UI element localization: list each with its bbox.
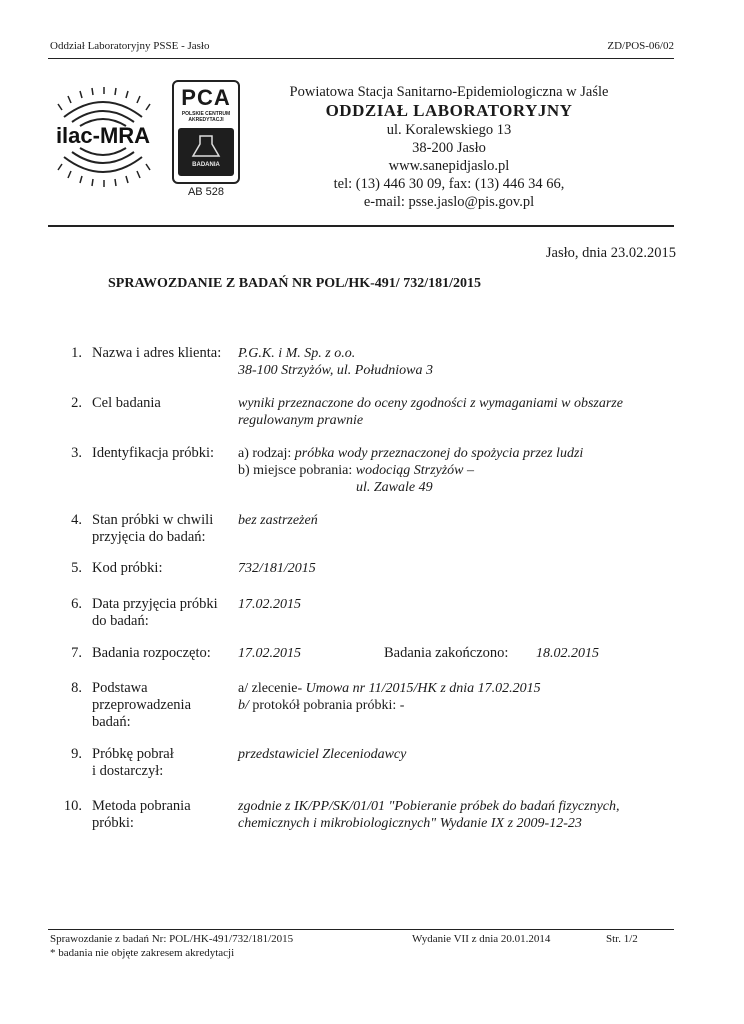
header-rule (48, 58, 674, 59)
row-3-b-value-line2: ul. Zawale 49 (356, 480, 433, 495)
row-8-a-prefix: a/ zlecenie- (238, 681, 303, 696)
row-2-number: 2. (71, 395, 82, 411)
row-3-a-prefix: a) rodzaj: (238, 446, 292, 461)
institution-name: Powiatowa Stacja Sanitarno-Epidemiologiczna w Jaśle (289, 84, 609, 100)
pca-number: AB 528 (187, 186, 225, 198)
institution-email: e-mail: psse.jaslo@pis.gov.pl (363, 194, 535, 210)
row-8-number: 8. (71, 680, 82, 696)
institution-block (270, 83, 628, 211)
row-1-value-line2: 38-100 Strzyżów, ul. Południowa 3 (238, 363, 433, 378)
row-7-start-value: 17.02.2015 (238, 646, 301, 661)
footer-rule (48, 929, 674, 930)
pca-badania: BADANIA (192, 162, 220, 168)
pca-line1: POLSKIE CENTRUM (181, 111, 231, 117)
row-7-end-value: 18.02.2015 (536, 646, 599, 661)
row-10-number: 10. (63, 798, 82, 814)
row-6-label-line2: do badań: (92, 613, 149, 629)
row-5-number: 5. (71, 560, 82, 576)
report-date: Jasło, dnia 23.02.2015 (545, 245, 676, 261)
row-9-label-line2: i dostarczył: (92, 763, 164, 779)
row-3-a-value: próbka wody przeznaczonej do spożycia przez ludzi (294, 446, 584, 461)
ilac-text: ilac-MRA (55, 123, 151, 148)
ilac-mra-logo (44, 82, 162, 192)
institution-city: 38-200 Jasło (412, 140, 486, 156)
row-8-line-b (238, 697, 404, 714)
row-8-b-prefix: b/ (238, 698, 249, 713)
row-10-value-line2: chemicznych i mikrobiologicznych" Wydanie IX z 2009-12-23 (238, 816, 582, 831)
row-8-label-line3: badań: (92, 714, 131, 730)
department-name: ODDZIAŁ LABORATORYJNY (325, 101, 573, 120)
row-1-value-line1: P.G.K. i M. Sp. z o.o. (238, 346, 356, 361)
footer-note: * badania nie objęte zakresem akredytacji (50, 947, 235, 959)
row-4-value: bez zastrzeżeń (238, 513, 318, 528)
pca-logo (172, 80, 240, 184)
row-8-b-value: protokół pobrania próbki: - (252, 698, 405, 713)
row-7-label: Badania rozpoczęto: (92, 645, 211, 661)
row-2-value-line1: wyniki przeznaczone do oceny zgodności z wymaganiami w obszarze (238, 396, 623, 411)
footer-edition: Wydanie VII z dnia 20.01.2014 (412, 933, 551, 945)
row-8-a-value: Umowa nr 11/2015/HK z dnia 17.02.2015 (305, 681, 541, 696)
row-6-label-line1: Data przyjęcia próbki (92, 596, 218, 612)
row-9-number: 9. (71, 746, 82, 762)
pca-dark-panel (178, 128, 234, 176)
row-10-value-line1: zgodnie z IK/PP/SK/01/01 "Pobieranie próbek do badań fizycznych, (238, 799, 620, 814)
row-8-line-a (238, 680, 541, 697)
row-10-label-line1: Metoda pobrania (92, 798, 191, 814)
row-3-line-b (238, 462, 474, 479)
row-4-label-line2: przyjęcia do badań: (92, 529, 206, 545)
row-8-label-line2: przeprowadzenia (92, 697, 192, 713)
row-9-value: przedstawiciel Zleceniodawcy (238, 747, 407, 762)
row-5-label: Kod próbki: (92, 560, 163, 576)
header-bottom-rule (48, 225, 674, 227)
row-7-number: 7. (71, 645, 82, 661)
row-3-b-value: wodociąg Strzyżów – (355, 463, 475, 478)
header-right: ZD/POS-06/02 (607, 40, 674, 52)
row-1-label: Nazwa i adres klienta: (92, 345, 222, 361)
header-left: Oddział Laboratoryjny PSSE - Jasło (50, 40, 210, 52)
footer-page: Str. 1/2 (606, 933, 638, 945)
row-1-number: 1. (71, 345, 82, 361)
row-2-value-line2: regulowanym prawnie (238, 413, 364, 428)
row-2-label: Cel badania (92, 395, 161, 411)
institution-phone: tel: (13) 446 30 09, fax: (13) 446 34 66, (333, 176, 565, 192)
footer-report-number: Sprawozdanie z badań Nr: POL/HK-491/732/181/2015 (50, 933, 294, 945)
institution-street: ul. Koralewskiego 13 (386, 122, 512, 138)
institution-www: www.sanepidjaslo.pl (388, 158, 510, 174)
row-4-label-line1: Stan próbki w chwili (92, 512, 214, 528)
row-10-label-line2: próbki: (92, 815, 134, 831)
row-3-b-prefix: b) miejsce pobrania: (238, 463, 353, 478)
row-5-value: 732/181/2015 (238, 561, 316, 576)
row-6-value: 17.02.2015 (238, 597, 301, 612)
flask-icon (178, 132, 234, 162)
row-3-label: Identyfikacja próbki: (92, 445, 214, 461)
report-title: SPRAWOZDANIE Z BADAŃ NR POL/HK-491/ 732/181/2015 (108, 276, 481, 291)
row-6-number: 6. (71, 596, 82, 612)
pca-title: PCA (181, 85, 231, 110)
row-9-label-line1: Próbkę pobrał (92, 746, 174, 762)
row-3-number: 3. (71, 445, 82, 461)
row-7-end-label: Badania zakończono: (384, 645, 509, 661)
row-3-line-a (238, 445, 583, 462)
row-8-label-line1: Podstawa (92, 680, 148, 696)
row-4-number: 4. (71, 512, 82, 528)
pca-line2: AKREDYTACJI (188, 117, 224, 123)
